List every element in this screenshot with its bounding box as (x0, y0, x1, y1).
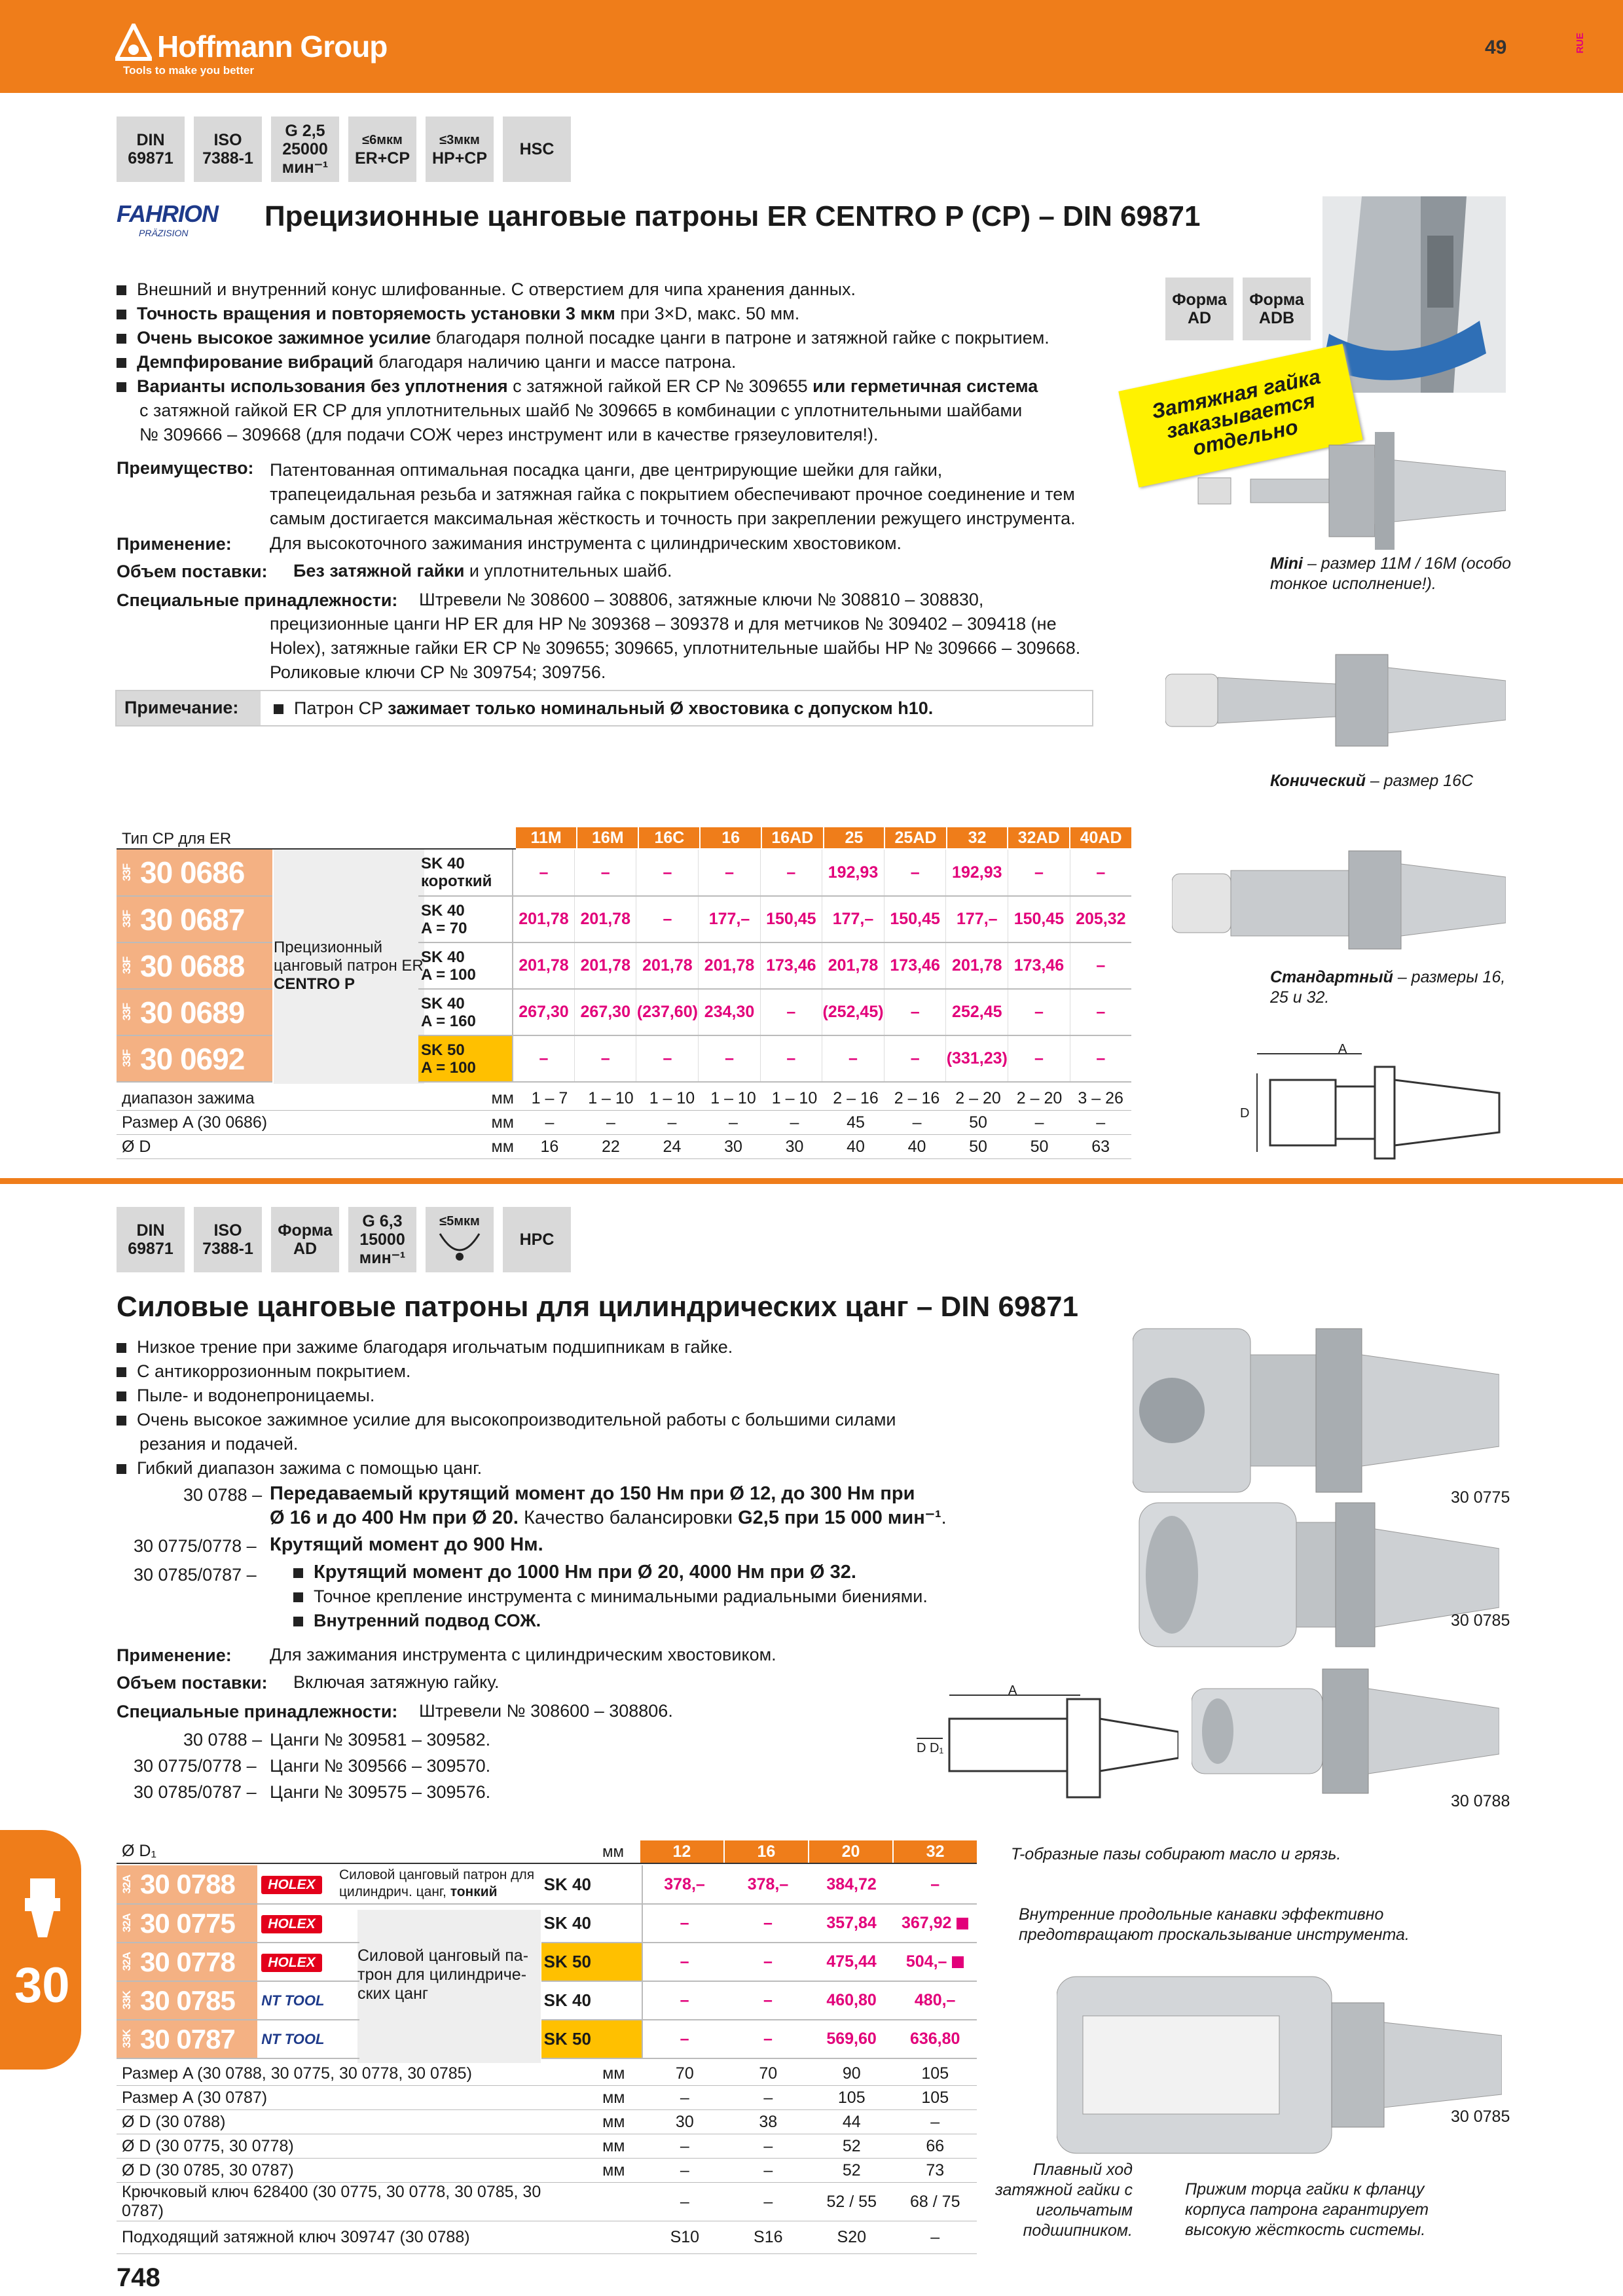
price-cell: (331,23) (946, 1035, 1008, 1082)
price-cell: – (513, 1035, 575, 1082)
new-marker-icon (957, 1918, 968, 1929)
price-cell: – (513, 850, 575, 896)
spec-box-balance: G 6,3 15000 мин⁻¹ (348, 1207, 416, 1272)
bullet: Точность вращения и повторяемость установки 3 мкм при 3×D, макс. 50 мм. (117, 302, 1138, 326)
image-label-300775: 30 0775 (1451, 1488, 1510, 1507)
price-cell: – (760, 989, 822, 1035)
table2-footer (117, 2062, 977, 2254)
table-footer-row: Крючковый ключ 628400 (30 0775, 30 0778, 30 0785, 30 0787) – – 52 / 55 68 / 75 (117, 2183, 977, 2221)
table-row (117, 942, 1131, 989)
price-cell: – (642, 1981, 726, 2020)
taper-cell: SK 40 A = 100 (418, 942, 513, 989)
taper-cell: SK 50 (541, 1943, 642, 1981)
table-footer-row: Ø D (30 0785, 30 0787) мм – – 52 73 (117, 2159, 977, 2183)
dim-label-a: A (1338, 1042, 1347, 1056)
brand-cell (257, 1981, 359, 2020)
spec-box-forma: Форма AD (271, 1207, 339, 1272)
accessories-text: прецизионные цанги HP ER для HP № 309368 – 309378 и для метчиков № 309402 – 309418 (не Holex), затяжные гайки ER CP № 309655; 309665, уплотнительные шайбы HP № 309666 – 309668. Роликовые ключи CP № 309754; 309756. (270, 614, 1081, 682)
spec-box-iso: ISO 7388-1 (194, 117, 262, 182)
table1-type-label: Тип CP для ER (122, 830, 232, 848)
bullet: Пыле- и водонепроницаемы. (117, 1384, 1138, 1408)
price-cell: 201,78 (575, 896, 636, 942)
table-footer-row: Размер A (30 0787) мм – – 105 105 (117, 2086, 977, 2110)
brand-name: Hoffmann Group (157, 29, 388, 63)
price-cell: – (642, 2020, 726, 2058)
table-footer-row: Подходящий затяжной ключ 309747 (30 0788) S10 S16 S20 – (117, 2221, 977, 2254)
note-label: Примечание: (124, 698, 239, 717)
new-marker-icon (952, 1956, 964, 1968)
article-number: 33F 30 0692 (117, 1035, 272, 1082)
price-cell: 201,78 (822, 942, 884, 989)
fahrion-logo: FAHRION PRÄZISION (117, 200, 218, 238)
table-footer-row: Размер A (30 0788, 30 0775, 30 0778, 30 0785) мм 70 70 90 105 (117, 2062, 977, 2086)
table2-body (117, 1865, 977, 2059)
col-16c: 16C (638, 827, 700, 848)
bullet: Гибкий диапазон зажима с помощью цанг. (117, 1456, 1138, 1480)
section2-bullets: Низкое трение при зажиме благодаря игольчатым подшипникам в гайке. С антикоррозионным покрытием. Пыле- и водонепроницаемы. Очень высокое зажимное усилие для высокопроизводительной работы с большими силами резания и подачей. Гибкий диапазон зажима с помощью цанг. (117, 1335, 1138, 1480)
chuck-300775-image (1133, 1316, 1499, 1505)
brand-cell (257, 1943, 359, 1981)
price-cell: 378,– (642, 1865, 726, 1904)
spec-box-runout-hp: ≤3мкм HP+CP (426, 117, 494, 182)
taper-cell: SK 40 A = 70 (418, 896, 513, 942)
dim-label-d: D (1240, 1106, 1250, 1121)
price-cell: 201,78 (946, 942, 1008, 989)
runout-gauge-icon (437, 1230, 483, 1263)
bullet: С антикоррозионным покрытием. (117, 1359, 1138, 1384)
caption-conical: Конический – размер 16C (1270, 772, 1474, 790)
scope-label: Объем поставки: (117, 562, 268, 581)
spec-box-din: DIN 69871 (117, 117, 185, 182)
nt-tool-logo: NT TOOL (261, 2031, 325, 2047)
taper-cell: SK 40 A = 160 (418, 989, 513, 1035)
caption-mini: Mini – размер 11M / 16M (особо тонкое исполнение!). (1270, 554, 1512, 593)
table2-unit: мм (602, 1843, 624, 1861)
price-cell: 384,72 (810, 1865, 894, 1904)
sectional-chuck-image (1057, 1964, 1502, 2166)
table2-desc-thin: Силовой цанговый патрон для цилиндрич. цанг, тонкий (339, 1867, 535, 1899)
table-row (117, 1035, 1131, 1082)
price-cell: – (636, 1035, 699, 1082)
table-footer-row: Ø D (30 0788) мм 30 38 44 – (117, 2110, 977, 2134)
price-cell: – (642, 1943, 726, 1981)
price-cell: 201,78 (636, 942, 699, 989)
col-16: 16 (724, 1840, 809, 1863)
table-row (117, 850, 1131, 896)
price-cell: 177,– (822, 896, 884, 942)
price-cell: 480,– (893, 1981, 977, 2020)
table2-header (640, 1840, 977, 1863)
price-cell: – (884, 989, 945, 1035)
nt-tool-logo: NT TOOL (261, 1992, 325, 2009)
bullet: Внешний и внутренний конус шлифованные. С отверстием для чипа хранения данных. (117, 278, 1138, 302)
taper-cell: SK 40 (541, 1865, 642, 1904)
spec-box-hpc: HPC (503, 1207, 571, 1272)
section-divider (0, 1178, 1623, 1184)
application-label: Применение: (117, 1645, 232, 1665)
spec-box-hsc: HSC (503, 117, 571, 182)
brand-tagline: Tools to make you better (123, 64, 254, 77)
dim-label-a2: A (1008, 1683, 1017, 1698)
price-cell: 357,84 (810, 1904, 894, 1943)
price-cell: – (1008, 989, 1070, 1035)
item-code-0775: 30 0775/0778 – (134, 1536, 257, 1556)
page-number-top: 49 (1485, 37, 1507, 58)
price-cell: – (1008, 850, 1070, 896)
article-number: 33F 30 0686 (117, 850, 272, 896)
price-cell: 475,44 (810, 1943, 894, 1981)
price-cell: – (636, 896, 699, 942)
price-cell: 636,80 (893, 2020, 977, 2058)
dimension-drawing-1 (1231, 1041, 1506, 1172)
price-cell: – (1070, 850, 1131, 896)
application-label: Применение: (117, 534, 232, 554)
accessories-text-1: Штревели № 308600 – 308806. (419, 1701, 673, 1721)
price-cell: 267,30 (513, 989, 575, 1035)
item-code-0785: 30 0785/0787 – (134, 1565, 257, 1585)
col-11m: 11M (516, 827, 577, 848)
price-cell: 252,45 (946, 989, 1008, 1035)
price-cell: – (822, 1035, 884, 1082)
col-25ad: 25AD (884, 827, 947, 848)
col-32: 32 (947, 827, 1008, 848)
bullet: Очень высокое зажимное усилие благодаря полной посадке цанги в патроне и затяжной гайке с покрытием. (117, 326, 1138, 350)
col-40ad: 40AD (1070, 827, 1131, 848)
scope-text: Включая затяжную гайку. (293, 1672, 500, 1692)
col-32: 32 (893, 1840, 977, 1863)
page-number-bottom: 748 (117, 2263, 160, 2292)
price-cell: – (699, 1035, 760, 1082)
scope-label: Объем поставки: (117, 1673, 268, 1693)
article-number: 32A 30 0775 (117, 1904, 257, 1943)
price-cell: 150,45 (1008, 896, 1070, 942)
spec-box-runout: ≤5мкм (426, 1207, 494, 1272)
table-footer-row: Ø D (30 0775, 30 0778) мм – – 52 66 (117, 2134, 977, 2159)
article-number: 32A 30 0778 (117, 1943, 257, 1981)
table1-body (117, 850, 1131, 1083)
sectional-view-image (1322, 196, 1506, 393)
price-cell: – (699, 850, 760, 896)
table-row (117, 896, 1131, 942)
price-cell: – (760, 850, 822, 896)
holex-logo: HOLEX (261, 1954, 321, 1972)
price-cell: 201,78 (699, 942, 760, 989)
price-cell: 192,93 (822, 850, 884, 896)
accessories-text-1: Штревели № 308600 – 308806, затяжные ключи № 308810 – 308830, (419, 590, 984, 609)
chuck-300788-image (1192, 1662, 1499, 1800)
item-code-0788: 30 0788 – (183, 1485, 263, 1505)
price-cell: 234,30 (699, 989, 760, 1035)
caption-press: Прижим торца гайки к фланцу корпуса патрона гарантирует высокую жёсткость системы. (1185, 2180, 1429, 2239)
table-footer-row: Размер A (30 0686) мм – – – – – 45 – 50 – – (117, 1111, 1131, 1135)
price-cell: 173,46 (1008, 942, 1070, 989)
application-text: Для зажимания инструмента с цилиндрическим хвостовиком. (270, 1645, 776, 1664)
price-cell: – (884, 1035, 945, 1082)
price-cell: – (1070, 989, 1131, 1035)
price-cell: – (1070, 1035, 1131, 1082)
advantage-text: Патентованная оптимальная посадка цанги, две центрирующие шейки для гайки, трапецеидальная резьба и затяжная гайка с покрытием обеспечивают прочное соединение и тем самым достигается максимальная жёсткость и точность при закреплении режущего инструмента. (270, 460, 1076, 528)
price-cell: (237,60) (636, 989, 699, 1035)
caption-inner-grooves: Внутренние продольные канавки эффективно предотвращают проскальзывание инструмента. (1019, 1905, 1410, 1944)
article-number: 33K 30 0787 (117, 2020, 257, 2058)
col-16ad: 16AD (761, 827, 824, 848)
price-cell: – (760, 1035, 822, 1082)
price-cell: – (726, 1981, 809, 2020)
section2-title: Силовые цанговые патроны для цилиндрических цанг – DIN 69871 (117, 1291, 1078, 1323)
forma-ad-box: Форма AD (1165, 278, 1233, 340)
price-cell: 569,60 (810, 2020, 894, 2058)
price-cell: – (726, 1943, 809, 1981)
price-cell: – (726, 1904, 809, 1943)
price-cell: – (642, 1904, 726, 1943)
acc-text-3: Цанги № 309575 – 309576. (270, 1782, 491, 1802)
accessories-label: Специальные принадлежности: (117, 1702, 398, 1721)
spec-box-runout-er: ≤6мкм ER+CP (348, 117, 416, 182)
price-cell: – (1070, 942, 1131, 989)
caption-smooth-nut: Плавный ход затяжной гайки с игольчатым подшипником. (995, 2161, 1133, 2240)
price-cell: – (636, 850, 699, 896)
acc-code-2: 30 0775/0778 – (134, 1756, 257, 1776)
spec-box-din: DIN 69871 (117, 1207, 185, 1272)
dimension-drawing-2 (917, 1686, 1178, 1810)
table-row (117, 1904, 977, 1943)
taper-cell: SK 40 короткий (418, 850, 513, 896)
chapter-number: 30 (14, 1958, 70, 2013)
table1-header (516, 827, 1131, 848)
image-label-300785-b: 30 0785 (1451, 2108, 1510, 2126)
table1-desc-cell: Прецизионный цанговый патрон ER CENTRO P (274, 850, 424, 1084)
table-footer-row: Ø D мм 16 22 24 30 30 40 40 50 50 63 (117, 1135, 1131, 1159)
article-number: 32A 30 0788 (117, 1865, 257, 1904)
language-code: RUE (1575, 33, 1586, 54)
holex-logo: HOLEX (261, 1876, 321, 1894)
bullet: Демпфирование вибраций благодаря наличию цанги и массе патрона. (117, 350, 1138, 374)
scope-text: Без затяжной гайки и уплотнительных шайб. (293, 561, 672, 581)
price-cell: 177,– (946, 896, 1008, 942)
chapter-tab (0, 1830, 81, 2070)
article-number: 33K 30 0785 (117, 1981, 257, 2020)
spec-box-balance: G 2,5 25000 мин⁻¹ (271, 117, 339, 182)
taper-cell: SK 40 (541, 1904, 642, 1943)
article-number: 33F 30 0689 (117, 989, 272, 1035)
item-text-0788: Передаваемый крутящий момент до 150 Нм при Ø 12, до 300 Нм при Ø 16 и до 400 Нм при Ø 20. Качество балансировки G2,5 при 15 000 мин⁻¹. (270, 1483, 947, 1528)
table-row (117, 1943, 977, 1981)
table2-desc-cell: Силовой цанговый па- трон для цилиндриче- ских цанг (357, 1910, 541, 2063)
bullet: Низкое трение при зажиме благодаря игольчатым подшипникам в гайке. (117, 1335, 1138, 1359)
price-cell: 267,30 (575, 989, 636, 1035)
section1-bullets: Внешний и внутренний конус шлифованные. С отверстием для чипа хранения данных. Точность вращения и повторяемость установки 3 мкм при 3×D, макс. 50 мм. Очень высокое зажимное усилие благодаря полной посадке цанги в патроне и затяжной гайке с покрытием. Демпфирование вибраций благодаря наличию цанги и массе патрона. Варианты использования без уплотнения с затяжной гайкой ER CP № 309655 или герметичная система с затяжной гайкой ER CP для уплотнительных шайб № 309665 в комбинации с уплотнительными шайбами № 309666 – 309668 (для подачи СОЖ через инструмент или в качестве грязеуловителя!). (117, 278, 1138, 447)
price-cell: – (726, 2020, 809, 2058)
price-cell: – (575, 850, 636, 896)
acc-text-1: Цанги № 309581 – 309582. (270, 1730, 491, 1749)
table-row (117, 1865, 977, 1904)
dim-label-d2: D D₁ (917, 1741, 944, 1755)
col-16m: 16M (577, 827, 638, 848)
article-number: 33F 30 0687 (117, 896, 272, 942)
table-row (117, 1981, 977, 2020)
table-row (117, 989, 1131, 1035)
col-25: 25 (824, 827, 884, 848)
price-cell: 378,– (726, 1865, 809, 1904)
bullet: Очень высокое зажимное усилие для высокопроизводительной работы с большими силами (117, 1408, 1138, 1432)
holex-logo: HOLEX (261, 1915, 321, 1933)
chuck-mini-image (1178, 432, 1506, 556)
acc-text-2: Цанги № 309566 – 309570. (270, 1756, 491, 1776)
price-cell: 173,46 (884, 942, 945, 989)
table-row (117, 2020, 977, 2058)
price-cell: 150,45 (760, 896, 822, 942)
taper-cell: SK 40 (541, 1981, 642, 2020)
price-cell: 177,– (699, 896, 760, 942)
table-footer-row: диапазон зажима мм 1 – 7 1 – 10 1 – 10 1 – 10 1 – 10 2 – 16 2 – 16 2 – 20 2 – 20 3 – 26 (117, 1086, 1131, 1111)
item-text-0775: Крутящий момент до 900 Нм. (270, 1534, 543, 1555)
price-cell: 205,32 (1070, 896, 1131, 942)
image-label-300788: 30 0788 (1451, 1792, 1510, 1810)
bullet: Варианты использования без уплотнения с затяжной гайкой ER CP № 309655 или герметичная система (117, 374, 1138, 399)
price-cell: 460,80 (810, 1981, 894, 2020)
table1-footer (117, 1086, 1131, 1159)
chuck-conical-image (1165, 648, 1506, 753)
spec-box-iso: ISO 7388-1 (194, 1207, 262, 1272)
price-cell: – (575, 1035, 636, 1082)
price-cell: 201,78 (575, 942, 636, 989)
advantage-label: Преимущество: (117, 458, 254, 478)
sticker-note: Затяжная гайка заказывается отдельно (1118, 344, 1363, 487)
note-box (115, 690, 1093, 726)
acc-code-3: 30 0785/0787 – (134, 1782, 257, 1802)
caption-t-slots: T-образные пазы собирают масло и грязь. (1011, 1845, 1341, 1863)
price-cell: – (893, 1865, 977, 1904)
col-12: 12 (640, 1840, 724, 1863)
application-text: Для высокоточного зажимания инструмента с цилиндрическим хвостовиком. (270, 533, 902, 553)
accessories-label: Специальные принадлежности: (117, 590, 398, 610)
price-cell: 173,46 (760, 942, 822, 989)
article-number: 33F 30 0688 (117, 942, 272, 989)
hoffmann-logo-icon (115, 24, 152, 62)
chuck-standard-image (1172, 844, 1506, 956)
brand-cell (257, 1904, 359, 1943)
price-cell: 201,78 (513, 896, 575, 942)
col-32ad: 32AD (1008, 827, 1070, 848)
section1-title: Прецизионные цанговые патроны ER CENTRO P (CP) – DIN 69871 (264, 200, 1201, 232)
table2-d1-label: Ø D₁ (122, 1842, 156, 1860)
col-20: 20 (809, 1840, 893, 1863)
price-cell: 201,78 (513, 942, 575, 989)
price-cell: 150,45 (884, 896, 945, 942)
price-cell: – (884, 850, 945, 896)
taper-cell: SK 50 (541, 2020, 642, 2058)
price-cell: (252,45) (822, 989, 884, 1035)
forma-adb-box: Форма ADB (1243, 278, 1311, 340)
collet-icon (25, 1878, 60, 1937)
image-label-300785: 30 0785 (1451, 1611, 1510, 1630)
col-16: 16 (700, 827, 761, 848)
price-cell: – (1008, 1035, 1070, 1082)
chuck-300785-image (1133, 1496, 1499, 1653)
price-cell: 367,92 (893, 1904, 977, 1943)
brand-cell (257, 2020, 359, 2058)
item-text-0785: Крутящий момент до 1000 Нм при Ø 20, 4000 Нм при Ø 32. Точное крепление инструмента с минимальными радиальными биениями. Внутренний подвод СОЖ. (270, 1560, 928, 1633)
note-text: Патрон CP зажимает только номинальный Ø хвостовика с допуском h10. (274, 696, 933, 721)
price-cell: 192,93 (946, 850, 1008, 896)
caption-standard: Стандартный – размеры 16, 25 и 32. (1270, 968, 1506, 1007)
taper-cell: SK 50 A = 100 (418, 1035, 513, 1082)
price-cell: 504,– (893, 1943, 977, 1981)
acc-code-1: 30 0788 – (183, 1730, 263, 1749)
brand-cell (257, 1865, 359, 1904)
